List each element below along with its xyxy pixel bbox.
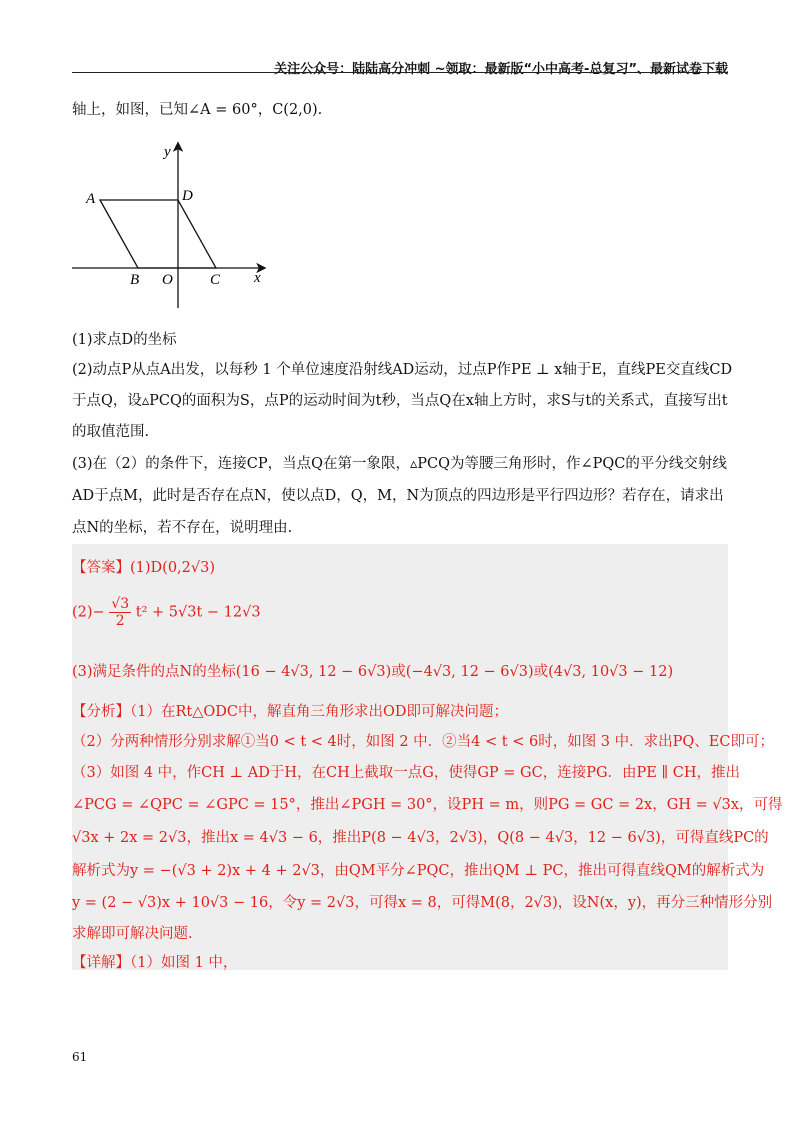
answer-line-3: (3)满足条件的点N的坐标(16 − 4√3, 12 − 6√3)或(−4√3, 12 − 6√3)或(4√3, 10√3 − 12) (72, 664, 674, 680)
analysis-line-5: √3x + 2x = 2√3，推出x = 4√3 − 6，推出P(8 − 4√3，2√3)，Q(8 − 4√3，12 − 6√3)，可得直线PC的 (72, 830, 769, 846)
analysis-line-8: 求解即可解决问题. (72, 926, 193, 942)
question-2-line-2: 于点Q，设▵PCQ的面积为S，点P的运动时间为t秒，当点Q在x轴上方时，求S与t的关系式，直接写出t (72, 393, 728, 409)
intro-text: 轴上，如图，已知∠A = 60°，C(2,0). (72, 102, 323, 118)
fraction-denominator: 2 (115, 613, 125, 629)
analysis-line-2: （2）分两种情形分别求解①当0 < t < 4时，如图 2 中．②当4 < t < 6时，如图 3 中．求出PQ、EC即可； (72, 734, 774, 750)
answer-line-2-rest: t² + 5√3t − 12√3 (135, 604, 261, 621)
axis-x-label: x (254, 270, 261, 286)
page-number: 61 (72, 1050, 88, 1064)
axis-y-label: y (164, 144, 171, 160)
answer-line-2 (72, 596, 261, 629)
analysis-line-6: 解析式为y = −(√3 + 2)x + 4 + 2√3，由QM平分∠PQC，推出QM ⊥ PC，推出可得直线QM的解析式为 (72, 863, 765, 879)
point-b-label: B (130, 272, 140, 288)
analysis-line-3: （3）如图 4 中，作CH ⊥ AD于H，在CH上截取一点G，使得GP = GC，连接PG．由PE ∥ CH，推出 (72, 765, 741, 781)
detail-heading: 【详解】（1）如图 1 中， (72, 955, 238, 971)
parallelogram-abcd (100, 200, 216, 268)
question-3-line-3: 点N的坐标，若不存在，说明理由. (72, 520, 293, 536)
question-2-line-3: 的取值范围. (72, 424, 150, 440)
answer-fraction (109, 596, 131, 629)
header-divider (72, 72, 728, 73)
point-o-label: O (162, 272, 173, 288)
question-3-line-2: AD于点M，此时是否存在点N，使以点D，Q，M，N为顶点的四边形是平行四边形？若存在，请求出 (72, 488, 724, 504)
analysis-line-4: ∠PCG = ∠QPC = ∠GPC = 15°，推出∠PGH = 30°，设PH = m，则PG = GC = 2x，GH = √3x，可得 (72, 797, 783, 813)
point-c-label: C (210, 272, 221, 288)
answer-line-2-prefix: (2)− (72, 604, 105, 621)
analysis-line-7: y = (2 − √3)x + 10√3 − 16，令y = 2√3，可得x = 8，可得M(8，2√3)，设N(x，y)，再分三种情形分别 (72, 895, 773, 911)
question-1: (1)求点D的坐标 (72, 332, 177, 348)
page-header: 关注公众号：陆陆高分冲刺 ~领取：最新版“小中高考-总复习”、最新试卷下载 (274, 62, 728, 77)
answer-line-1: 【答案】(1)D(0,2√3) (72, 560, 216, 576)
point-d-label: D (182, 188, 193, 204)
analysis-line-1: 【分析】（1）在Rt△ODC中，解直角三角形求出OD即可解决问题； (72, 704, 508, 720)
question-2-line-1: (2)动点P从点A出发，以每秒 1 个单位速度沿射线AD运动，过点P作PE ⊥ x轴于E，直线PE交直线CD (72, 362, 733, 378)
point-a-label: A (86, 191, 96, 207)
question-3-line-1: (3)在（2）的条件下，连接CP，当点Q在第一象限，▵PCQ为等腰三角形时，作∠PQC的平分线交射线 (72, 456, 727, 472)
coordinate-figure (72, 140, 272, 310)
fraction-numerator: √3 (111, 596, 130, 612)
